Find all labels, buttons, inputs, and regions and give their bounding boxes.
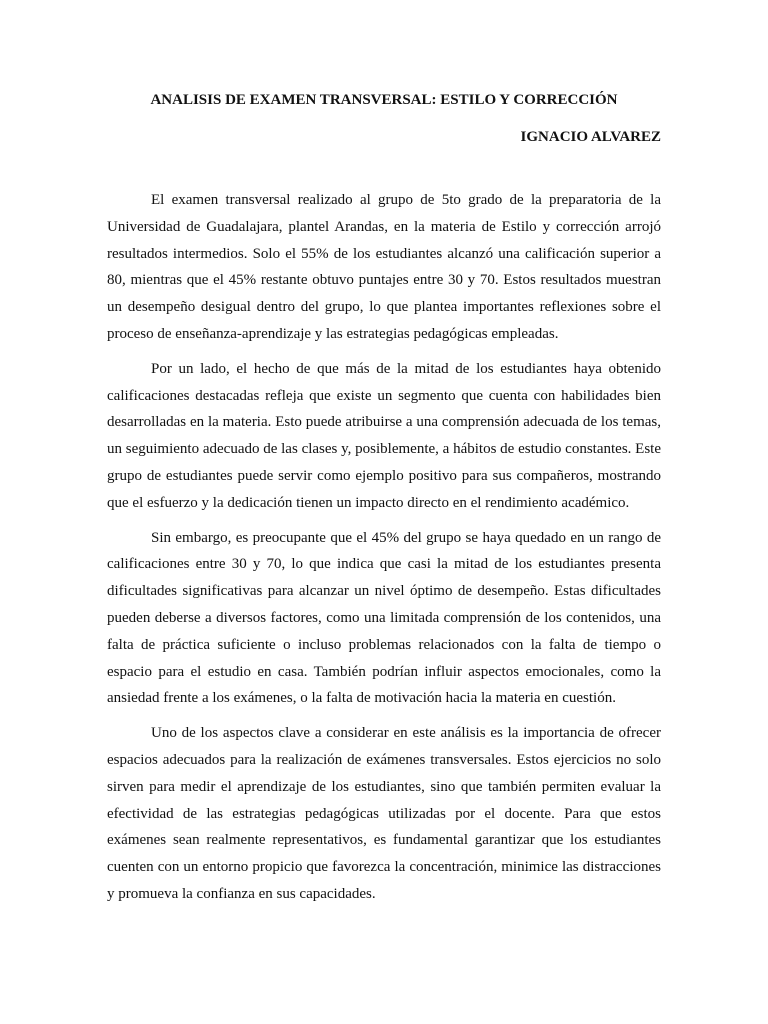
paragraph-4: Uno de los aspectos clave a considerar en este análisis es la importancia de ofrecer espacios adecuados para la realización de exámenes transversales. Estos ejercicios no solo sirven para medir el aprendizaje de los estudiantes, sino que también permiten evaluar la efectividad de las estrategias pedagógicas utilizadas por el docente. Para que estos exámenes sean realmente representativos, es fundamental garantizar que los estudiantes cuenten con un entorno propicio que favorezca la concentración, minimice las distracciones y promueva la confianza en sus capacidades. <box>107 725 661 902</box>
paragraph-2: Por un lado, el hecho de que más de la mitad de los estudiantes haya obtenido calificaciones destacadas refleja que existe un segmento que cuenta con habilidades bien desarrolladas en la materia. Esto puede atribuirse a una comprensión adecuada de los temas, un seguimiento adecuado de las clases y, posiblemente, a hábitos de estudio constantes. Este grupo de estudiantes puede servir como ejemplo positivo para sus compañeros, mostrando que el esfuerzo y la dedicación tienen un impacto directo en el rendimiento académico. <box>107 360 661 511</box>
document-body <box>107 187 661 908</box>
paragraph-1: El examen transversal realizado al grupo de 5to grado de la preparatoria de la Universidad de Guadalajara, plantel Arandas, en la materia de Estilo y corrección arrojó resultados intermedios. Solo el 55% de los estudiantes alcanzó una calificación superior a 80, mientras que el 45% restante obtuvo puntajes entre 30 y 70. Estos resultados muestran un desempeño desigual dentro del grupo, lo que plantea importantes reflexiones sobre el proceso de enseñanza-aprendizaje y las estrategias pedagógicas empleadas. <box>107 192 661 342</box>
document-title: ANALISIS DE EXAMEN TRANSVERSAL: ESTILO Y CORRECCIÓN <box>150 92 618 108</box>
paragraph-3: Sin embargo, es preocupante que el 45% del grupo se haya quedado en un rango de calificaciones entre 30 y 70, lo que indica que casi la mitad de los estudiantes presenta dificultades significativas para alcanzar un nivel óptimo de desempeño. Estas dificultades pueden deberse a diversos factores, como una limitada comprensión de los contenidos, una falta de práctica suficiente o incluso problemas relacionados con la falta de tiempo o espacio para el estudio en casa. También podrían influir aspectos emocionales, como la ansiedad frente a los exámenes, o la falta de motivación hacia la materia en cuestión. <box>107 529 661 707</box>
document-author: IGNACIO ALVAREZ <box>520 129 661 145</box>
document-page <box>107 90 661 916</box>
